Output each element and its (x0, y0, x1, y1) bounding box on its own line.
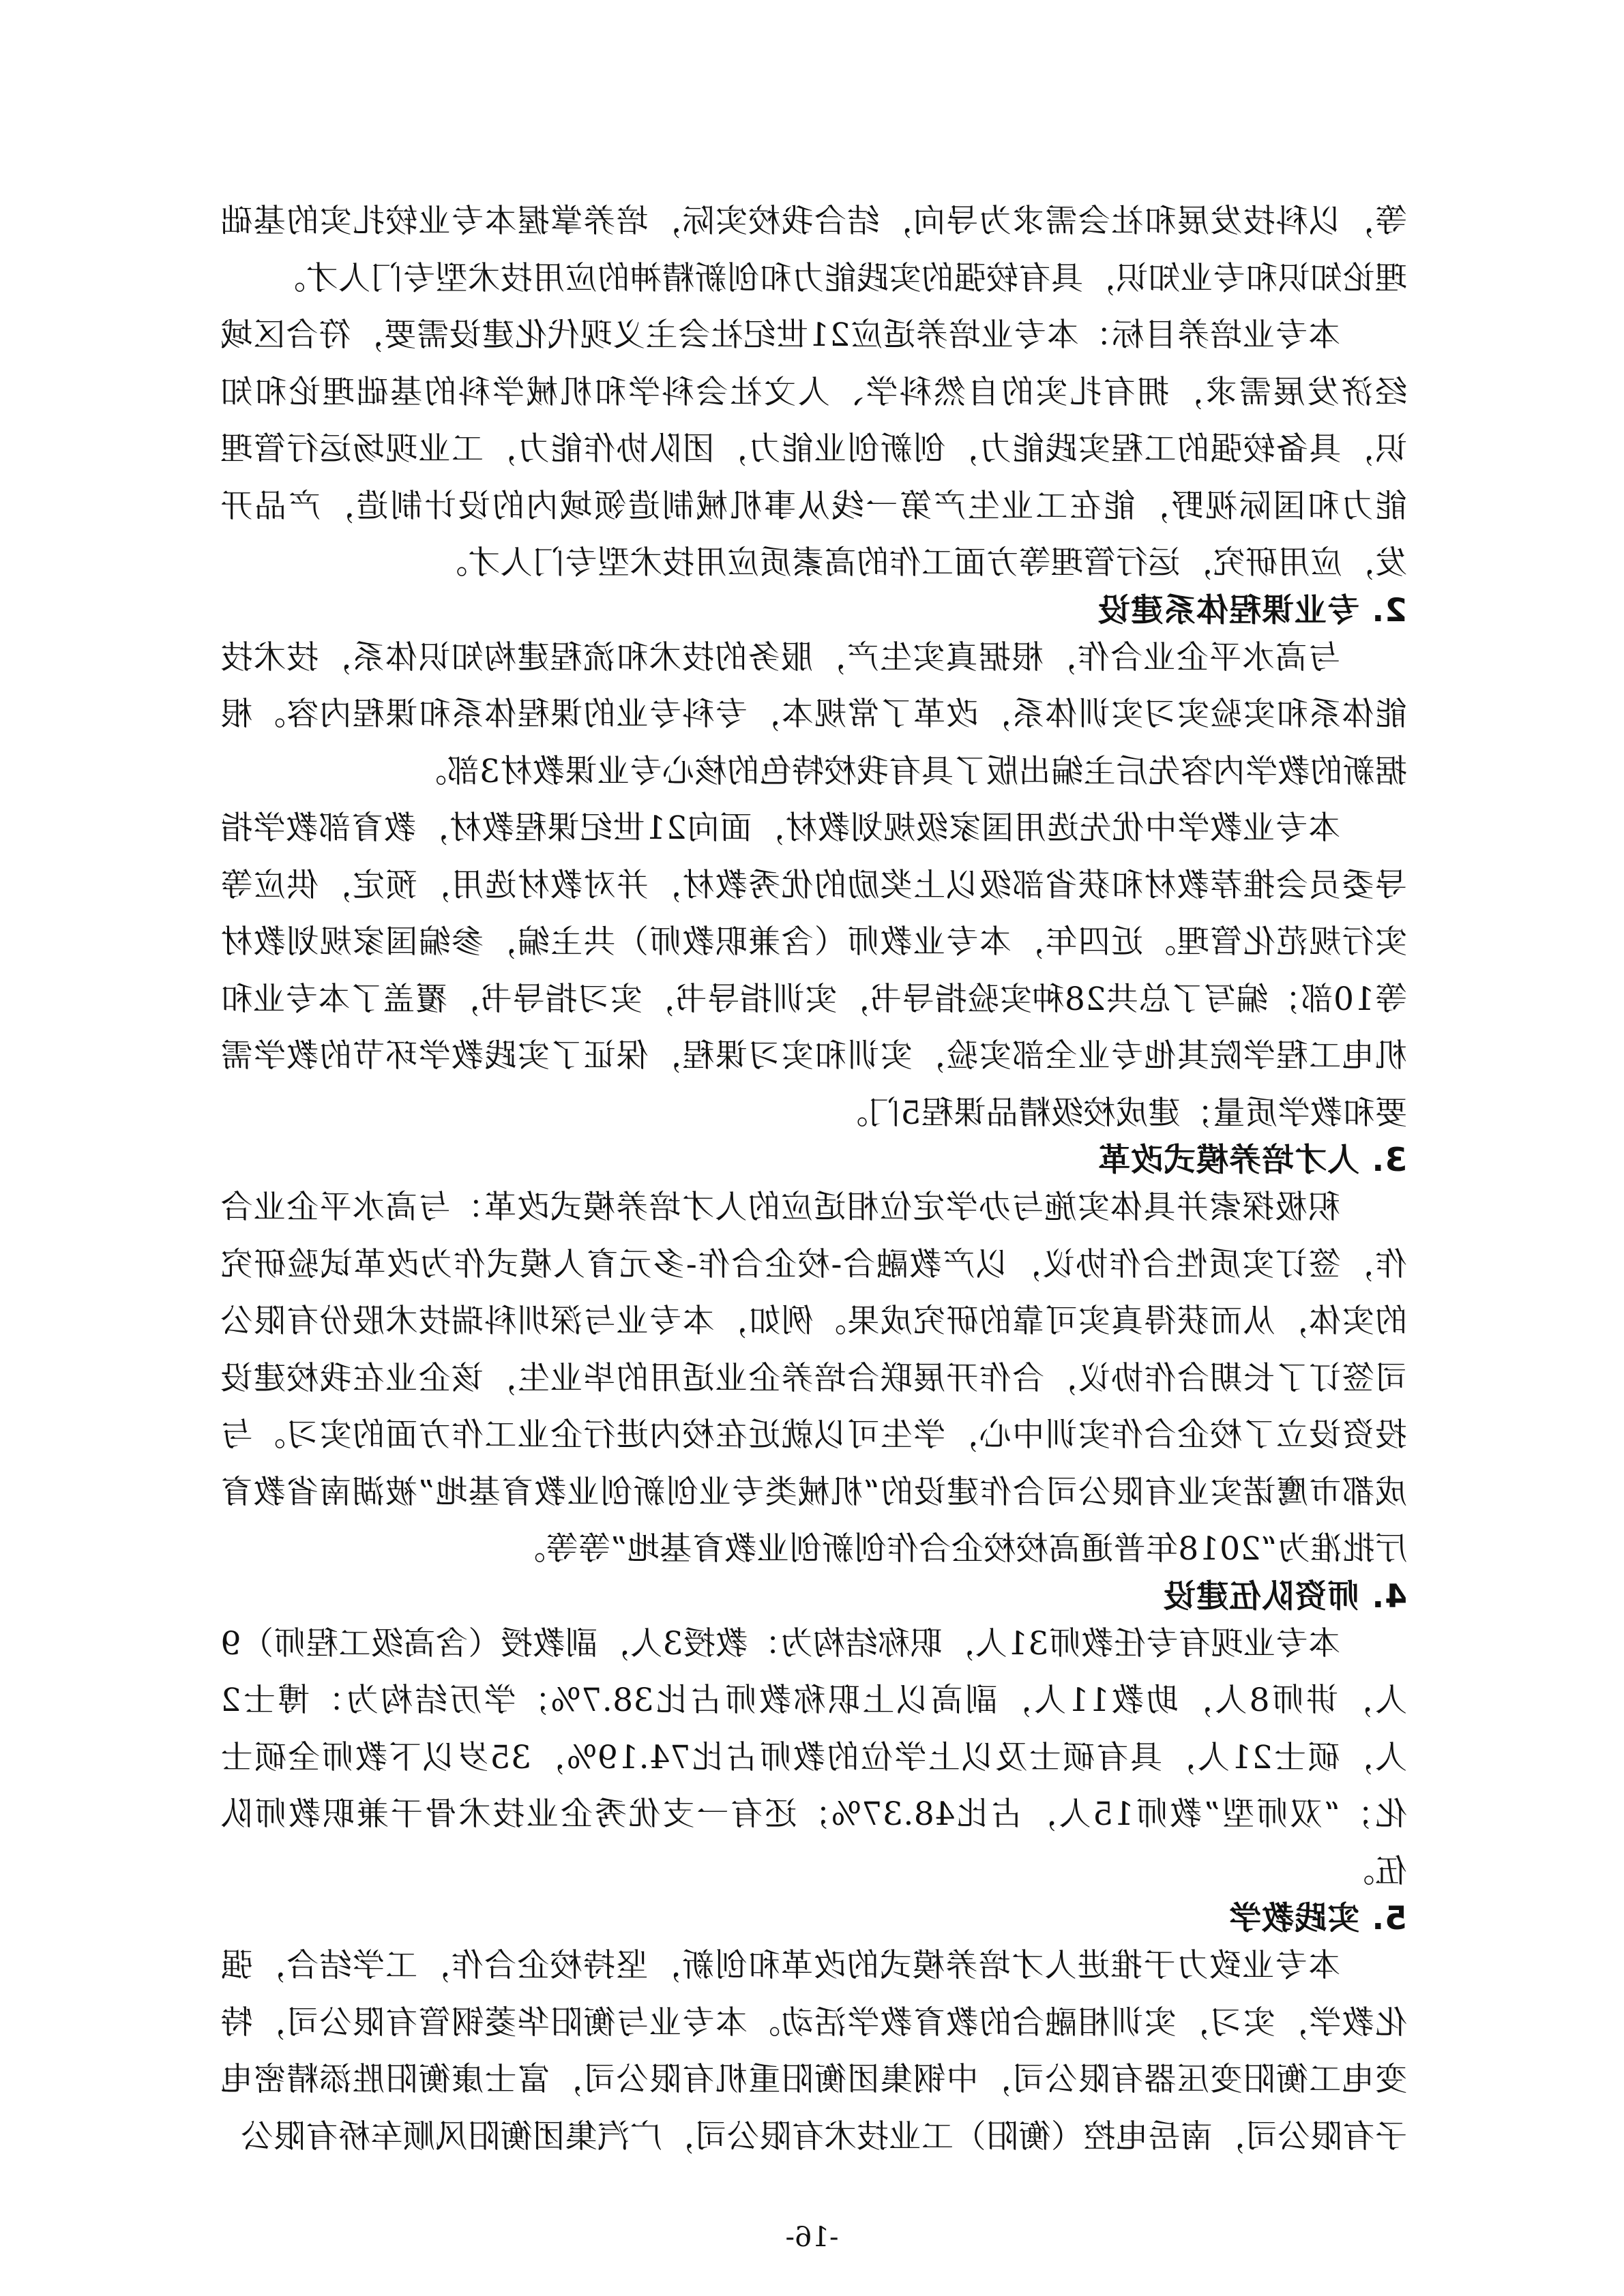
paragraph-textbooks: 本专业教学中优先选用国家级规划教材，面向21世纪课程教材，教育部教学指导委员会推荐教材和获省部级以上奖励的优秀教材，并对教材选用，预定，供应等实行规范化管理。近四年，本专业教师（含兼职教师）共主编，参编国家规划教材等10部；编写了总共28种实验指导书，实训指导书，实习指导书，覆盖了本专业和机电工程学院其他专业全部实验，实训和实习课程，保证了实践教学环节的教学需要和教学质量；建成校级精品课程5门。 (220, 809, 1407, 1132)
paragraph-curriculum-reform: 与高水平企业合作，根据真实生产，服务的技术和流程建构知识体系，技术技能体系和实验实习实训体系，改革了常规本，专科专业的课程体系和课程内容。根据新的教学内容先后主编出版了具有我校特色的核心专业课教材3部。 (220, 638, 1407, 790)
paragraph-training-objectives: 本专业培养目标：本专业培养适应21世纪社会主义现代化建设需要，符合区域经济发展需求，拥有扎实的自然科学、人文社会科学和机械学科的基础理论和知识，具备较强的工程实践能力，创新创业能力，团队协作能力，工业现场运行管理能力和国际视野，能在工业生产第一线从事机械制造领域内的设计制造，产品开发，应用研究，运行管理等方面工作的高素质应用技术型专门人才。 (220, 316, 1407, 582)
document-body (220, 193, 1407, 2165)
heading-training-model-reform: 3. 人才培养模式改革 (1097, 1142, 1407, 1179)
heading-faculty-building: 4. 师资队伍建设 (1163, 1577, 1407, 1615)
paragraph-faculty: 本专业现有专任教师31人，职称结构为：教授3人，副教授（含高级工程师）9人，讲师8人，助教11人，副高以上职称教师占比38.7%；学历结构为：博士2人，硕士21人，具有硕士及以上学位的教师占比74.19%，35岁以下教师全硕士化；“双师型”教师15人，占比48.37%；还有一支优秀企业技术骨干兼职教师队伍。 (220, 1624, 1407, 1890)
page-number: -16- (785, 2222, 839, 2253)
paragraph-practical-teaching: 本专业致力于推进人才培养模式的改革和创新，坚持校企合作，工学结合，强化教学，实习，实训相融合的教育教学活动。本专业与衡阳华菱钢管有限公司，特变电工衡阳变压器有限公司，中钢集团衡阳重机有限公司，富士康衡阳胜添精密电子有限公司，南岳电控（衡阳）工业技术有限公司，广汽集团衡阳风顺车桥有限公 (220, 1947, 1407, 2156)
paragraph-training-model: 积极探索并具体实施与办学定位相适应的人才培养模式改革：与高水平企业合作，签订实质性合作协议，以产教融合-校企合作-多元育人模式作为改革试验研究的实体，从而获得真实可靠的研究成果。例如，本专业与深圳科瑞技术股份有限公司签订了长期合作协议，合作开展联合培养企业适用的毕业生，该企业在我校建设投资设立了校企合作实训中心，学生可以就近在校内进行企业工作方面的实习。与成都市鹰诺实业有限公司合作建设的“机械类专业创新创业教育基地”被湖南省教育厅批准为“2018年普通高校校企合作创新创业教育基地”等等。 (220, 1189, 1407, 1568)
paragraph-intro-continuation: 等，以科技发展和社会需求为导向，结合我校实际，培养掌握本专业较扎实的基础理论知识和专业知识，具有较强的实践能力和创新精神的应用技术型专门人才。 (220, 203, 1407, 297)
heading-practical-teaching: 5. 实践教学 (1228, 1900, 1407, 1937)
heading-curriculum-system: 2. 专业课程体系建设 (1097, 591, 1407, 629)
